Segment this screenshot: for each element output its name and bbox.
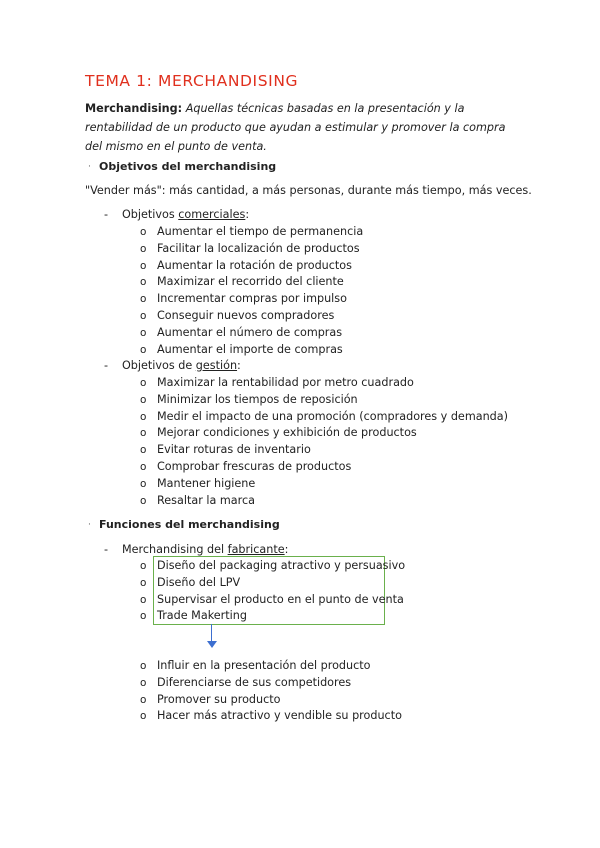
quote-line: "Vender más": más cantidad, a más personas, durante más tiempo, más veces. <box>85 184 532 197</box>
sub-bullet: o <box>140 693 147 706</box>
sub-bullet: o <box>140 410 147 423</box>
intro-term: Merchandising: <box>85 102 183 115</box>
sub-bullet: o <box>140 427 147 440</box>
list-item: Supervisar el producto en el punto de venta <box>157 592 404 606</box>
sub-bullet: o <box>140 242 147 255</box>
sub-bullet: o <box>140 576 147 589</box>
list-item: Comprobar frescuras de productos <box>157 460 352 473</box>
dash-bullet: - <box>104 359 109 372</box>
subheading-comerciales: Objetivos comerciales: <box>122 208 250 221</box>
arrow-down-icon <box>207 641 217 648</box>
list-item: Diseño del packaging atractivo y persuasivo <box>157 559 406 572</box>
intro-definition: Aquellas técnicas basadas en la presentación y la rentabilidad de un producto que ayudan a estimular y promover la compra del mismo en el punto de venta. <box>85 102 506 153</box>
list-item: Aumentar la rotación de productos <box>157 258 352 272</box>
sub-bullet: o <box>140 710 147 723</box>
sub-bullet: o <box>140 377 147 389</box>
sub-bullet: o <box>140 477 147 490</box>
list-item: Incrementar compras por impulso <box>157 292 347 306</box>
sub-bullet: o <box>140 610 147 623</box>
sub-bullet: o <box>140 310 147 322</box>
list-item: Hacer más atractivo y vendible su producto <box>157 709 402 723</box>
list-item: Aumentar el tiempo de permanencia <box>157 225 364 238</box>
list-item: Maximizar el recorrido del cliente <box>157 275 344 289</box>
section-bullet: · <box>88 520 91 530</box>
list-item: Influir en la presentación del producto <box>157 659 371 672</box>
dash-bullet: - <box>104 543 109 556</box>
list-item: Medir el impacto de una promoción (compradores y demanda) <box>157 409 508 423</box>
list-item: Diseño del LPV <box>157 575 241 589</box>
section-bullet: · <box>88 162 91 172</box>
list-item: Maximizar la rentabilidad por metro cuadrado <box>157 376 414 389</box>
sub-bullet: o <box>140 676 147 689</box>
sub-bullet: o <box>140 343 147 356</box>
sub-bullet: o <box>140 660 147 672</box>
list-item: Mantener higiene <box>157 476 256 490</box>
sub-bullet: o <box>140 326 147 339</box>
list-item: Minimizar los tiempos de reposición <box>157 392 358 406</box>
subheading-fabricante: Merchandising del fabricante: <box>122 543 289 556</box>
sub-bullet: o <box>140 593 147 606</box>
list-item: Conseguir nuevos compradores <box>157 309 335 322</box>
sub-bullet: o <box>140 560 147 572</box>
sub-bullet: o <box>140 393 147 406</box>
list-item: Facilitar la localización de productos <box>157 241 360 255</box>
list-item: Trade Makerting <box>157 609 247 623</box>
sub-bullet: o <box>140 259 147 272</box>
list-item: Aumentar el número de compras <box>157 325 343 339</box>
section-heading-funciones: Funciones del merchandising <box>99 518 280 531</box>
list-item: Evitar roturas de inventario <box>157 443 311 457</box>
intro-paragraph <box>85 99 525 156</box>
subheading-gestion: Objetivos de gestión: <box>122 359 241 372</box>
list-item: Diferenciarse de sus competidores <box>157 675 352 689</box>
list-item: Mejorar condiciones y exhibición de productos <box>157 426 417 440</box>
sub-bullet: o <box>140 293 147 306</box>
sub-bullet: o <box>140 226 147 238</box>
sub-bullet: o <box>140 461 147 473</box>
section-heading-objetivos: Objetivos del merchandising <box>99 160 277 173</box>
document-title: TEMA 1: MERCHANDISING <box>85 72 299 90</box>
list-item: Resaltar la marca <box>157 493 255 507</box>
sub-bullet: o <box>140 494 147 507</box>
list-item: Promover su producto <box>157 692 281 706</box>
sub-bullet: o <box>140 276 147 289</box>
dash-bullet: - <box>104 208 109 221</box>
sub-bullet: o <box>140 444 147 457</box>
list-item: Aumentar el importe de compras <box>157 342 343 356</box>
